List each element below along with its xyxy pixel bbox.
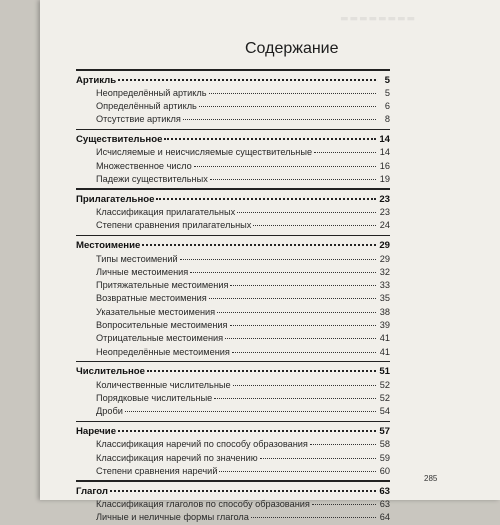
toc-section [76,421,390,479]
section-divider [76,188,390,190]
dot-leader [125,411,376,412]
dot-leader [118,79,376,81]
toc-entry-page: 5 [384,87,390,98]
toc-section-heading-label: Местоимение [76,240,141,252]
toc-entry-page: 16 [379,160,390,171]
toc-section-heading [76,365,390,378]
toc-section-heading [76,485,390,498]
toc-entry [76,113,390,126]
dot-leader [217,312,376,313]
section-divider [76,129,390,131]
toc-entry [76,346,390,359]
bleed-through-text: ▬▬▬▬▬▬▬▬ [340,14,417,24]
toc-section-heading [76,425,390,438]
toc-entry-page: 64 [379,512,390,523]
dot-leader [230,285,376,286]
dot-leader [219,471,376,472]
table-of-contents [76,69,390,525]
toc-entry-label: Классификация глаголов по способу образования [96,499,310,510]
dot-leader [183,119,376,120]
toc-entry-page: 24 [379,220,390,231]
toc-entry-page: 52 [379,379,390,390]
toc-entry-page: 39 [379,320,390,331]
dot-leader [232,352,376,353]
toc-entry-label: Падежи существительных [96,174,208,185]
toc-entry [76,405,390,418]
toc-entry [76,146,390,159]
page-number: 285 [424,474,438,483]
toc-entry-page: 63 [379,499,390,510]
toc-entry-page: 54 [379,406,390,417]
toc-section-heading-label: Глагол [76,485,108,497]
toc-entry-page: 23 [379,207,390,218]
toc-entry-label: Отсутствие артикля [96,114,181,125]
toc-entry [76,452,390,465]
toc-section-heading-page: 5 [384,74,390,86]
toc-entry-label: Определённый артикль [96,101,197,112]
toc-section-heading-label: Существительное [76,134,163,146]
toc-entry [76,306,390,319]
toc-entry-page: 38 [379,306,390,317]
dot-leader [190,272,376,273]
toc-entry [76,379,390,392]
toc-section-heading-label: Артикль [76,74,117,86]
toc-entry-label: Множественное число [96,160,192,171]
toc-entry [76,279,390,292]
toc-section [76,188,390,232]
dot-leader [312,504,376,505]
toc-entry [76,173,390,186]
toc-entry [76,392,390,405]
section-divider [76,421,390,423]
dot-leader [118,430,376,432]
dot-leader [210,179,376,180]
toc-section-heading-page: 51 [379,366,390,378]
dot-leader [164,138,376,140]
toc-section-heading [76,193,390,206]
toc-entry-page: 32 [379,266,390,277]
dot-leader [142,244,376,246]
toc-entry-label: Классификация наречий по значению [96,452,258,463]
toc-section [76,69,390,127]
toc-section-heading-page: 29 [379,240,390,252]
toc-entry-label: Степени сравнения прилагательных [96,220,252,231]
toc-section [76,235,390,359]
toc-entry-label: Отрицательные местоимения [96,333,224,344]
dot-leader [194,166,376,167]
toc-entry [76,319,390,332]
toc-entry-page: 52 [379,393,390,404]
dot-leader [230,325,376,326]
dot-leader [253,225,376,226]
toc-entry [76,160,390,173]
toc-section-heading-page: 14 [379,134,390,146]
toc-entry [76,332,390,345]
toc-entry-label: Дроби [96,406,123,417]
toc-entry-label: Неопределённый артикль [96,87,207,98]
toc-section-heading [76,239,390,252]
toc-entry [76,100,390,113]
toc-entry-label: Указательные местоимения [96,306,216,317]
toc-section-heading [76,133,390,146]
section-divider [76,361,390,363]
toc-entry-page: 58 [379,439,390,450]
dot-leader [156,198,376,200]
toc-section-heading-label: Прилагательное [76,193,155,205]
dot-leader [199,106,376,107]
section-divider [76,235,390,237]
dot-leader [233,385,376,386]
toc-entry-label: Неопределённые местоимения [96,346,230,357]
toc-section-heading-label: Наречие [76,426,117,438]
toc-entry-label: Типы местоимений [96,253,178,264]
dot-leader [314,152,376,153]
toc-section [76,129,390,187]
toc-entry [76,219,390,232]
dot-leader [209,298,376,299]
dot-leader [180,259,376,260]
toc-entry [76,206,390,219]
toc-entry [76,87,390,100]
toc-section [76,361,390,419]
toc-entry-page: 41 [379,333,390,344]
dot-leader [237,212,376,213]
section-divider [76,69,390,71]
toc-section-heading-page: 23 [379,193,390,205]
toc-entry [76,498,390,511]
toc-entry-label: Степени сравнения наречий [96,466,218,477]
toc-entry [76,253,390,266]
toc-entry-label: Порядковые числительные [96,393,213,404]
toc-section [76,480,390,524]
toc-section-heading-label: Числительное [76,366,145,378]
toc-section-heading [76,74,390,87]
toc-entry-page: 8 [384,114,390,125]
toc-entry-label: Вопросительные местоимения [96,320,228,331]
page-title: Содержание [245,40,339,57]
dot-leader [225,338,376,339]
toc-entry-label: Личные местоимения [96,266,189,277]
toc-entry-page: 14 [379,147,390,158]
section-divider [76,480,390,482]
toc-section-heading-page: 57 [379,426,390,438]
toc-entry-label: Количественные числительные [96,379,231,390]
toc-section-heading-page: 63 [379,485,390,497]
toc-entry-label: Классификация наречий по способу образования [96,439,308,450]
toc-entry-page: 60 [379,466,390,477]
toc-entry-page: 19 [379,174,390,185]
toc-entry-label: Возвратные местоимения [96,293,207,304]
dot-leader [110,490,376,492]
toc-entry-label: Личные и неличные формы глагола [96,512,249,523]
toc-entry-page: 35 [379,293,390,304]
toc-entry [76,292,390,305]
toc-entry-page: 6 [384,101,390,112]
dot-leader [209,93,376,94]
toc-entry-label: Исчисляемые и неисчисляемые существительные [96,147,313,158]
toc-entry [76,266,390,279]
dot-leader [260,458,376,459]
dot-leader [310,444,376,445]
toc-entry [76,438,390,451]
toc-entry-page: 33 [379,280,390,291]
dot-leader [147,370,376,372]
toc-entry-label: Классификация прилагательных [96,207,236,218]
toc-entry [76,511,390,524]
toc-entry-page: 59 [379,452,390,463]
dot-leader [251,517,376,518]
toc-entry [76,465,390,478]
toc-entry-page: 41 [379,346,390,357]
dot-leader [214,398,376,399]
toc-entry-page: 29 [379,253,390,264]
toc-entry-label: Притяжательные местоимения [96,280,229,291]
